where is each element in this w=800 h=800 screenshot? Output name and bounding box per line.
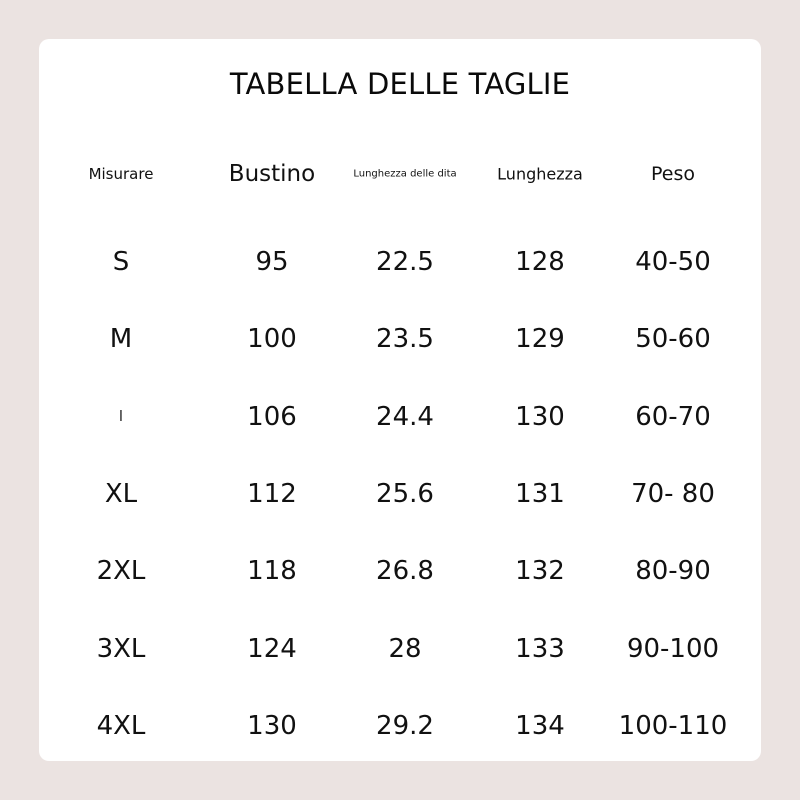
table-cell-size: M — [109, 324, 133, 354]
table-cell-lunghezza: 131 — [515, 479, 565, 509]
table-cell-bustino: 112 — [247, 479, 297, 509]
table-cell-size: 3XL — [96, 634, 146, 664]
table-cell-bustino: 124 — [247, 634, 297, 664]
table-cell-lunghezza: 132 — [515, 556, 565, 586]
page-title: TABELLA DELLE TAGLIE — [229, 67, 571, 101]
table-cell-peso: 60-70 — [635, 402, 711, 432]
table-cell-size: S — [112, 247, 130, 277]
table-cell-peso: 100-110 — [618, 711, 728, 741]
header-misurare: Misurare — [88, 165, 154, 183]
table-cell-lunghezza: 134 — [515, 711, 565, 741]
table-cell-lunghezza-dita: 26.8 — [376, 556, 434, 586]
table-cell-lunghezza-dita: 23.5 — [376, 324, 434, 354]
header-peso: Peso — [651, 163, 695, 185]
table-cell-size: 4XL — [96, 711, 146, 741]
table-cell-peso: 50-60 — [635, 324, 711, 354]
table-cell-bustino: 130 — [247, 711, 297, 741]
table-cell-size: 2XL — [96, 556, 146, 586]
table-cell-lunghezza-dita: 28 — [388, 634, 422, 664]
table-cell-bustino: 100 — [247, 324, 297, 354]
table-cell-lunghezza-dita: 22.5 — [376, 247, 434, 277]
table-cell-lunghezza-dita: 29.2 — [376, 711, 434, 741]
table-cell-lunghezza: 133 — [515, 634, 565, 664]
table-cell-size: XL — [104, 479, 138, 509]
table-cell-bustino: 95 — [255, 247, 289, 277]
header-bustino: Bustino — [228, 161, 316, 187]
header-lunghezza: Lunghezza — [497, 164, 583, 184]
table-cell-peso: 90-100 — [626, 634, 720, 664]
table-cell-lunghezza: 130 — [515, 402, 565, 432]
table-cell-lunghezza: 129 — [515, 324, 565, 354]
table-cell-bustino: 106 — [247, 402, 297, 432]
table-cell-peso: 40-50 — [635, 247, 711, 277]
table-cell-size: l — [119, 409, 123, 425]
table-cell-lunghezza: 128 — [515, 247, 565, 277]
table-cell-lunghezza-dita: 25.6 — [376, 479, 434, 509]
table-cell-lunghezza-dita: 24.4 — [376, 402, 434, 432]
table-cell-peso: 70- 80 — [631, 479, 715, 509]
table-cell-peso: 80-90 — [635, 556, 711, 586]
header-lunghezza-dita: Lunghezza delle dita — [353, 168, 457, 180]
table-cell-bustino: 118 — [247, 556, 297, 586]
